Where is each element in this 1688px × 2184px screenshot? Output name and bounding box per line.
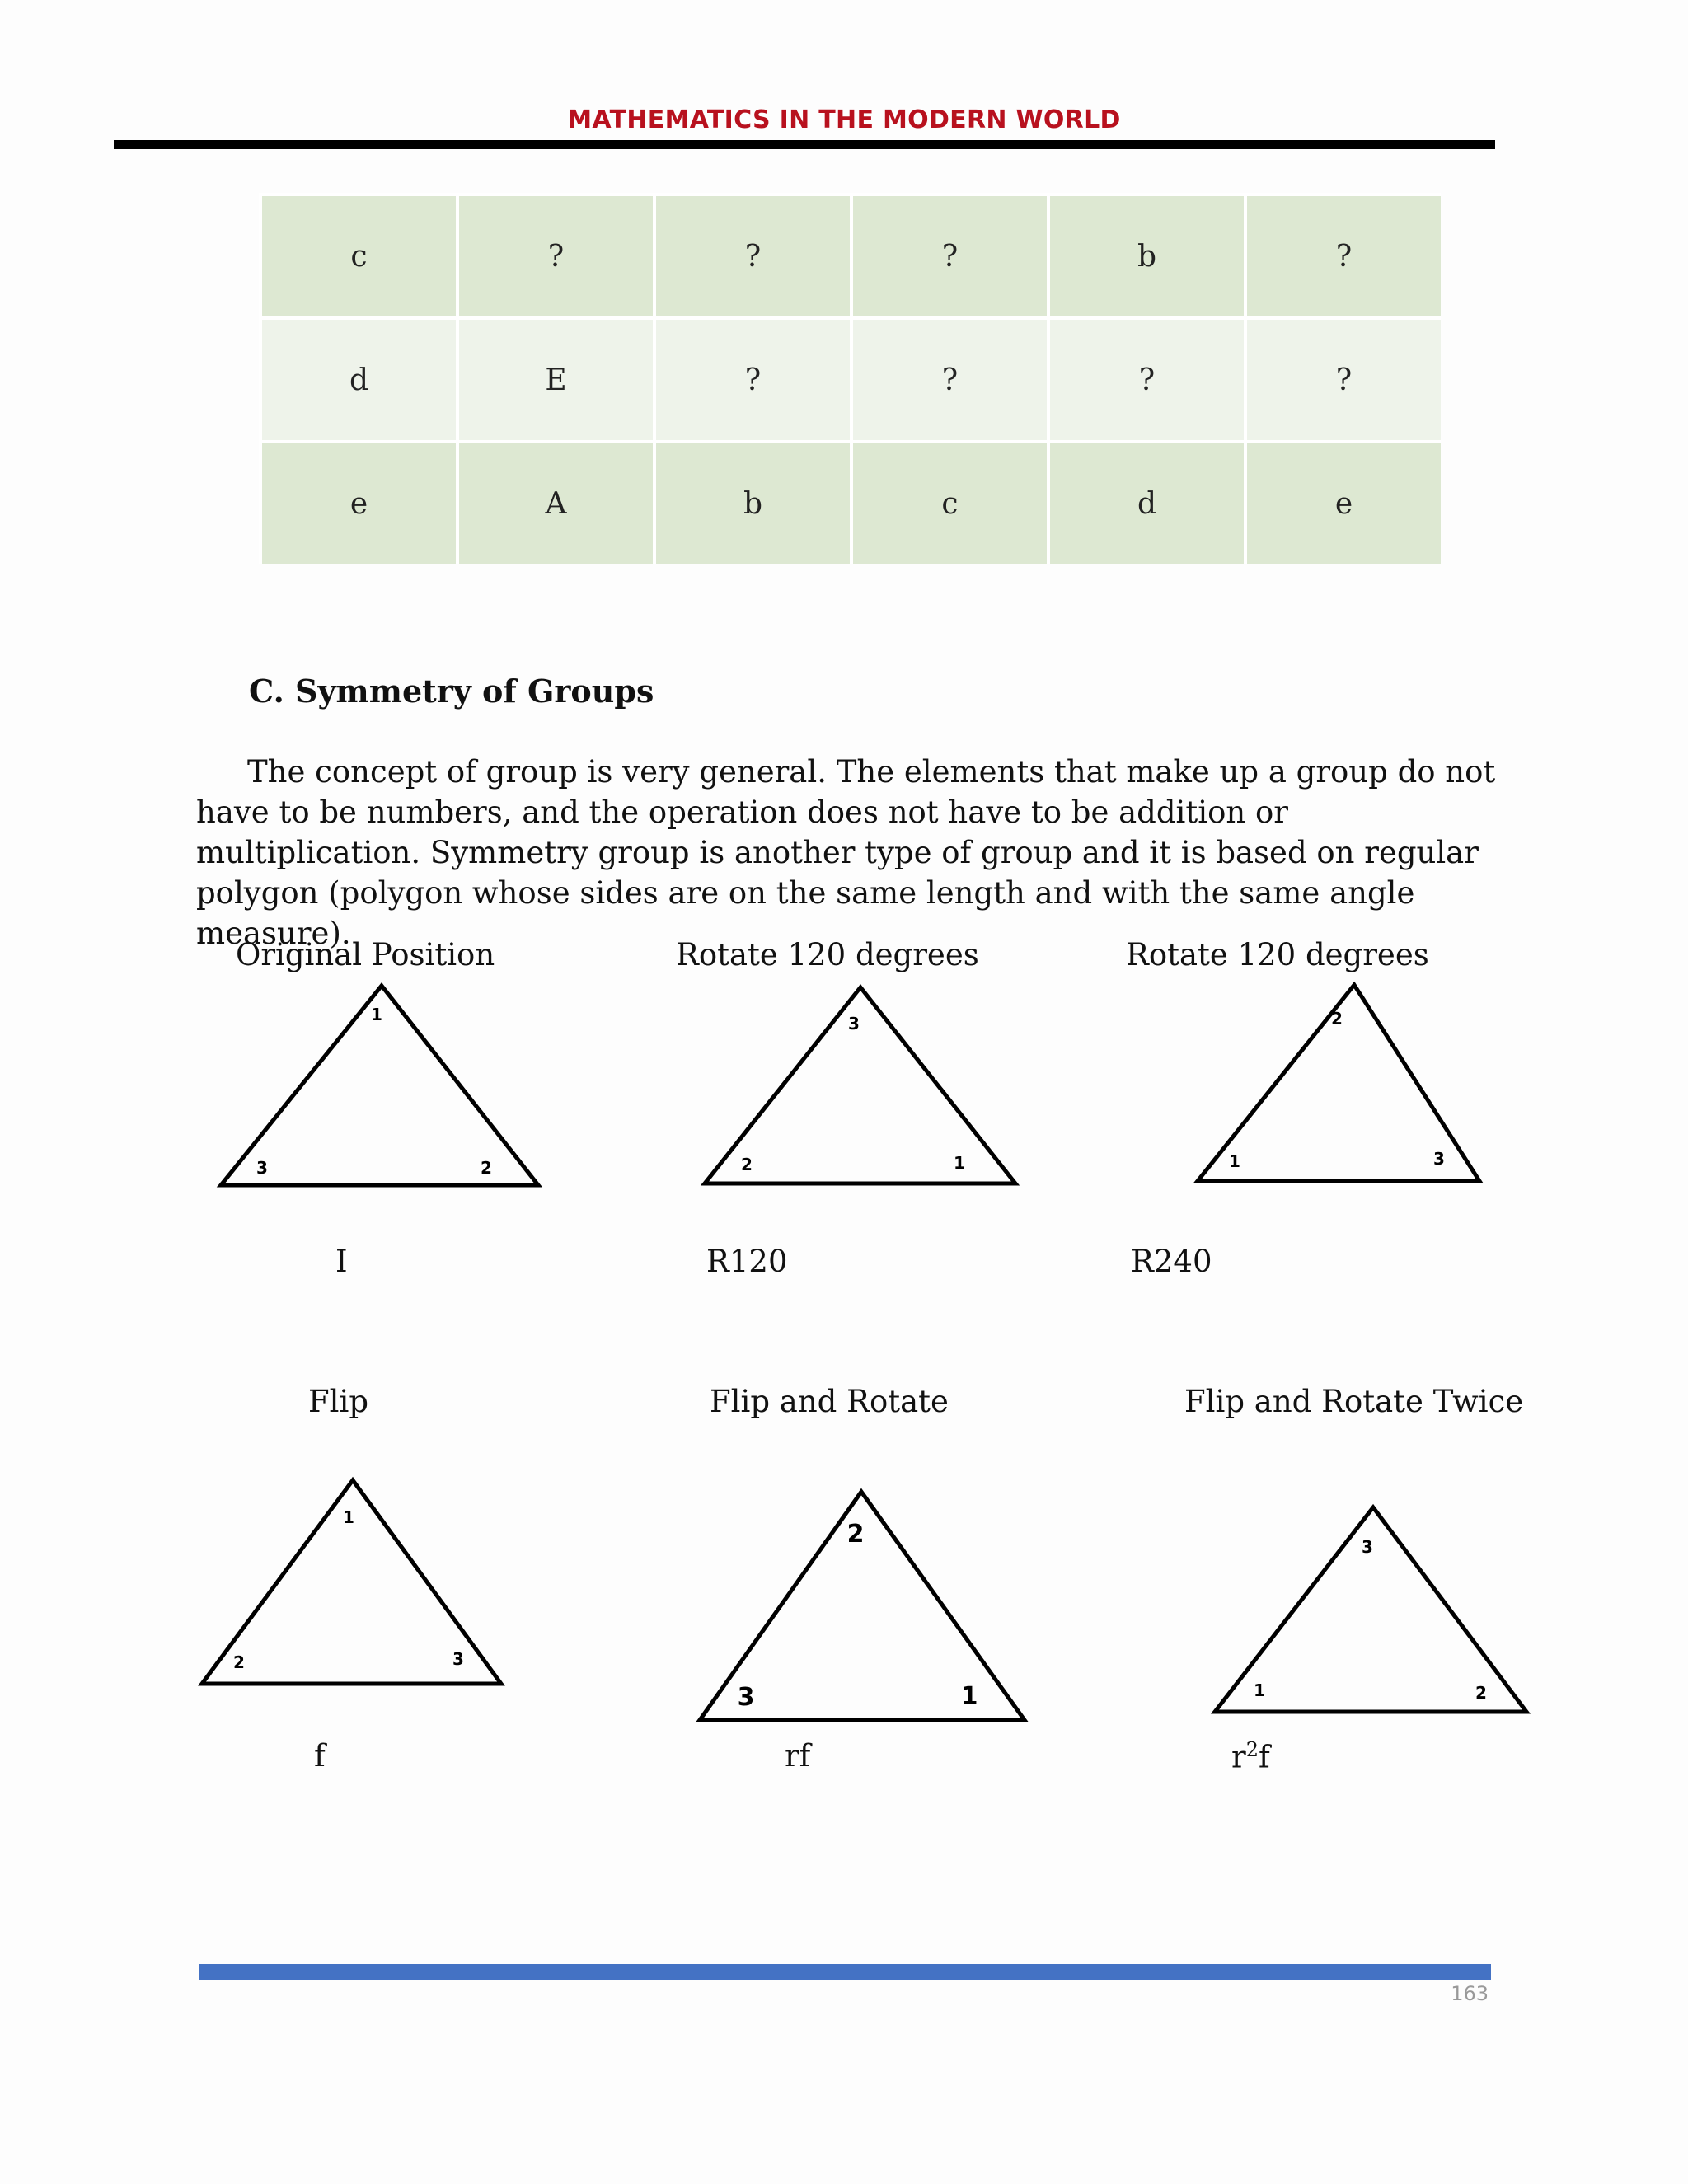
vertex-label-right: 3 <box>1433 1149 1445 1169</box>
table-cell: c <box>260 194 457 318</box>
vertex-label-right: 1 <box>960 1682 978 1711</box>
table-cell: ? <box>654 194 851 318</box>
table-cell: ? <box>851 318 1048 442</box>
table-cell: b <box>654 442 851 564</box>
vertex-label-right: 2 <box>481 1158 492 1178</box>
figure-title-flip: Flip <box>308 1384 369 1419</box>
page-number: 163 <box>1451 1982 1489 2005</box>
table-cell: ? <box>1245 194 1441 318</box>
table-cell: e <box>1245 442 1441 564</box>
triangle-flip-rotate <box>700 1492 1025 1720</box>
vertex-label-top: 2 <box>1331 1009 1343 1029</box>
figure-title-flip-rotate-twice: Flip and Rotate Twice <box>1184 1384 1524 1419</box>
footer-rule <box>199 1964 1491 1980</box>
vertex-label-left: 1 <box>1254 1680 1265 1700</box>
table-cell: ? <box>654 318 851 442</box>
figure-label-r240: R240 <box>1131 1244 1212 1279</box>
table-cell: A <box>457 442 654 564</box>
vertex-label-top: 1 <box>343 1507 354 1527</box>
label-superscript: 2 <box>1245 1738 1259 1761</box>
triangle-rotate-120 <box>705 987 1015 1183</box>
vertex-label-right: 3 <box>452 1649 464 1669</box>
table-cell: ? <box>1245 318 1441 442</box>
table-cell: d <box>260 318 457 442</box>
figure-title-flip-rotate: Flip and Rotate <box>710 1384 949 1419</box>
vertex-label-top: 1 <box>371 1005 382 1024</box>
vertex-label-right: 2 <box>1475 1683 1487 1703</box>
vertex-label-left: 3 <box>256 1158 268 1178</box>
figure-label-r120: R120 <box>706 1244 788 1279</box>
label-tail: f <box>1258 1739 1270 1775</box>
table-cell: E <box>457 318 654 442</box>
table-cell: e <box>260 442 457 564</box>
vertex-label-left: 3 <box>737 1683 755 1712</box>
table-cell: b <box>1048 194 1245 318</box>
figure-label-f: f <box>314 1738 326 1774</box>
figure-label-identity: I <box>335 1244 348 1279</box>
figure-title-rotate-240: Rotate 120 degrees <box>1126 937 1429 972</box>
vertex-label-top: 2 <box>846 1520 865 1549</box>
triangle-original <box>221 986 538 1185</box>
vertex-label-right: 1 <box>954 1153 965 1173</box>
table-cell: ? <box>1048 318 1245 442</box>
triangle-flip <box>202 1480 501 1684</box>
vertex-label-top: 3 <box>1362 1537 1373 1557</box>
vertex-label-top: 3 <box>848 1014 860 1033</box>
triangle-flip-rotate-twice <box>1215 1507 1526 1712</box>
table-cell: ? <box>457 194 654 318</box>
page-header-title: MATHEMATICS IN THE MODERN WORLD <box>567 105 1121 134</box>
table-cell: d <box>1048 442 1245 564</box>
triangle-rotate-240 <box>1198 985 1479 1181</box>
vertex-label-left: 2 <box>741 1155 753 1174</box>
figure-title-original: Original Position <box>236 937 495 972</box>
label-base: r <box>1231 1739 1246 1775</box>
vertex-label-left: 1 <box>1229 1151 1240 1171</box>
paragraph-text: The concept of group is very general. The elements that make up a group do not have to be numbers, and the operation does not have to be addition or multiplication. Symmetry group is another type of group and it is based on regular polygon (polygon whose sides are on the same length and with the same angle measure). <box>196 754 1496 951</box>
section-title: C. Symmetry of Groups <box>249 673 654 710</box>
table-cell: ? <box>851 194 1048 318</box>
vertex-label-left: 2 <box>233 1652 245 1672</box>
figure-label-rf: rf <box>785 1738 811 1774</box>
table-cell: c <box>851 442 1048 564</box>
figure-title-rotate-120: Rotate 120 degrees <box>676 937 979 972</box>
